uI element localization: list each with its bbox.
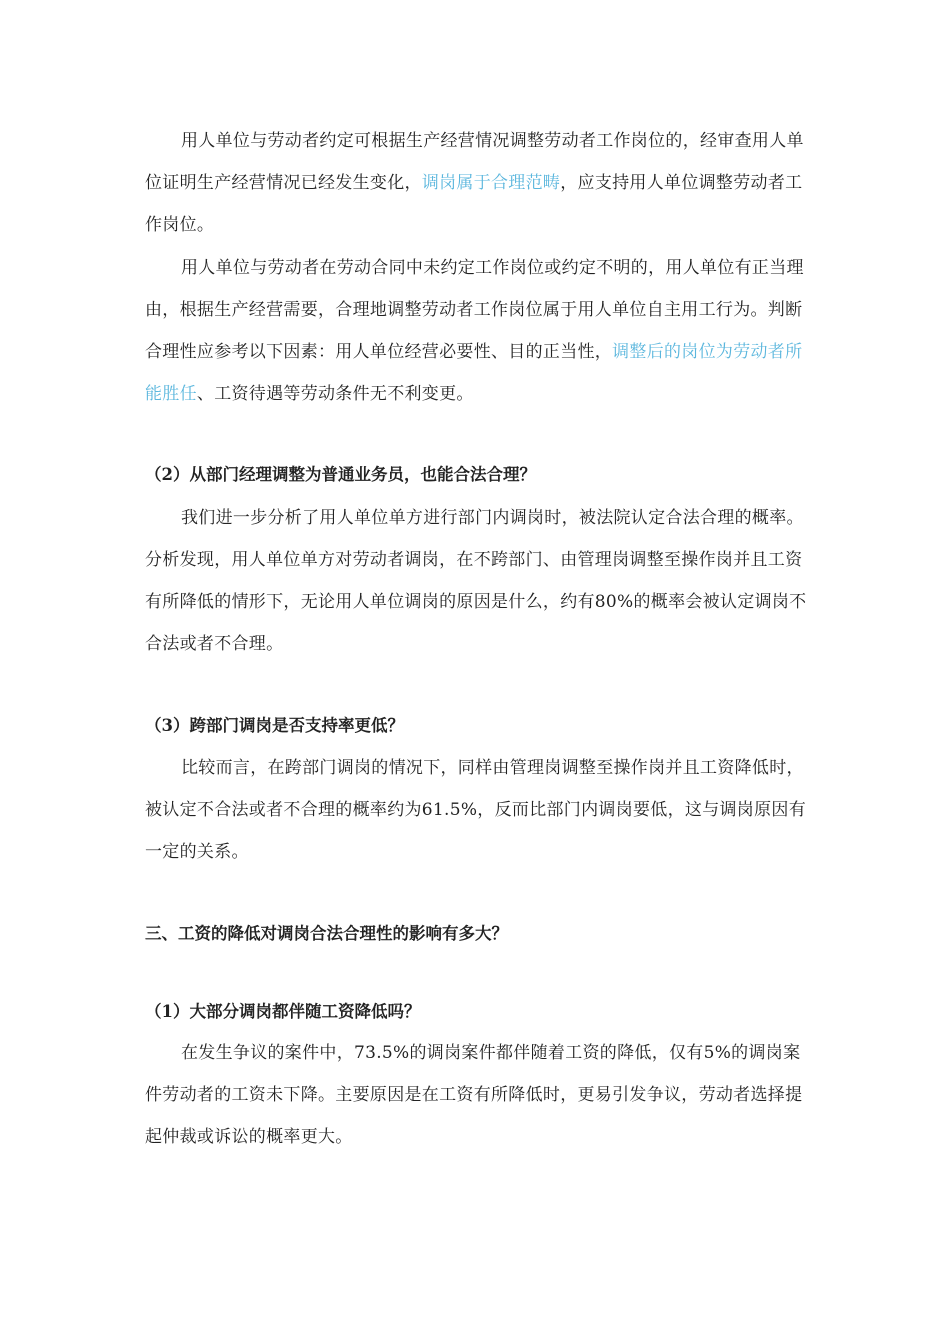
paragraph-1-pre: 用人单位与劳动者约定可根据生产经营情况调整劳动者工作岗位的，经审查用人单位证明生产经营情况已经发生变化， xyxy=(145,131,804,193)
section-3-body: 比较而言，在跨部门调岗的情况下，同样由管理岗调整至操作岗并且工资降低时，被认定不合法或者不合理的概率约为61.5%，反而比部门内调岗要低，这与调岗原因有一定的关系。 xyxy=(145,758,807,862)
section-3-body-block xyxy=(145,747,815,873)
section-4-body-block xyxy=(145,1032,815,1158)
section-3-heading: （3）跨部门调岗是否支持率更低？ xyxy=(145,716,404,735)
highlight-competent-position: 调整后的岗位为劳动者所能胜任 xyxy=(145,342,803,404)
chapter-3-heading: 三、工资的降低对调岗合法合理性的影响有多大？ xyxy=(145,924,508,943)
paragraph-1-text xyxy=(145,120,815,246)
paragraph-1 xyxy=(145,120,815,246)
section-2-body-block xyxy=(145,497,815,665)
paragraph-2-pre: 用人单位与劳动者在劳动合同中未约定工作岗位或约定不明的，用人单位有正当理由，根据生产经营需要，合理地调整劳动者工作岗位属于用人单位自主用工行为。判断合理性应参考以下因素：用人单位经营必要性、目的正当性， xyxy=(145,258,804,362)
paragraph-2-text xyxy=(145,247,815,415)
paragraph-1-post: ，应支持用人单位调整劳动者工作岗位。 xyxy=(145,173,803,235)
paragraph-2 xyxy=(145,247,815,415)
highlight-reasonable-scope: 调岗属于合理范畴 xyxy=(421,173,561,193)
section-4-heading: （1）大部分调岗都伴随工资降低吗？ xyxy=(145,1002,421,1021)
section-4-body: 在发生争议的案件中，73.5%的调岗案件都伴随着工资的降低，仅有5%的调岗案件劳动者的工资未下降。主要原因是在工资有所降低时，更易引发争议，劳动者选择提起仲裁或诉讼的概率更大。 xyxy=(145,1043,803,1147)
section-2-body: 我们进一步分析了用人单位单方进行部门内调岗时，被法院认定合法合理的概率。分析发现，用人单位单方对劳动者调岗，在不跨部门、由管理岗调整至操作岗并且工资有所降低的情形下，无论用人单位调岗的原因是什么，约有80%的概率会被认定调岗不合法或者不合理。 xyxy=(145,508,807,654)
section-2-heading: （2）从部门经理调整为普通业务员，也能合法合理？ xyxy=(145,465,536,484)
paragraph-2-post: 、工资待遇等劳动条件无不利变更。 xyxy=(196,384,474,404)
